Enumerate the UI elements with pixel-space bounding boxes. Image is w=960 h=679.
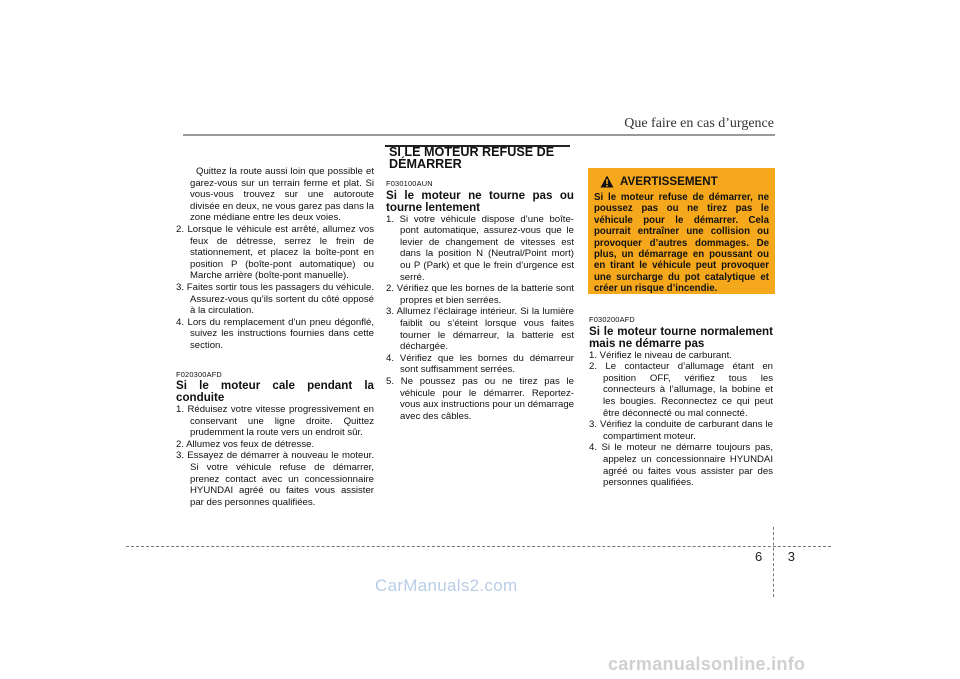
- list-item: 4. Si le moteur ne démarre toujours pas, appelez un concessionnaire HYUNDAI agréé ou faites vous assister par des personnes qualifiées.: [589, 442, 773, 489]
- list-item: 2. Lorsque le véhicule est arrêté, allumez vos feux de détresse, serrez le frein de stationnement, et placez la boîte-pont en position P (boîte-pont automatique) ou Marche arrière (boîte-pont manuelle).: [176, 223, 374, 282]
- warning-triangle-icon: [600, 175, 614, 188]
- watermark-logo: CarManuals2.com: [375, 576, 518, 595]
- list-item: 1. Réduisez votre vitesse progressivement en conservant une ligne droite. Quittez prudemment la route vers un endroit sûr.: [176, 404, 374, 439]
- intro-paragraph: Quittez la route aussi loin que possible et garez-vous sur un terrain ferme et plat. Si vous-vous trouvez sur une autoroute divisée en deux, ne vous garez pas dans la zone médiane entre les deux voies.: [190, 166, 375, 224]
- left-column: [176, 166, 374, 508]
- stall-title: Si le moteur cale pendant la conduite: [176, 379, 374, 405]
- section-title: Que faire en cas d’urgence: [624, 116, 774, 131]
- warning-header: [600, 175, 769, 188]
- list-item: 2. Allumez vos feux de détresse.: [176, 438, 315, 450]
- right-code: F030200AFD: [589, 315, 635, 324]
- list-item: 3. Essayez de démarrer à nouveau le moteur. Si votre véhicule refuse de démarrer, prenez contact avec un concessionnaire HYUNDAI agréé ou faites vous assister par des personnes qualifiées.: [176, 450, 374, 508]
- middle-column: [386, 178, 574, 422]
- list-item: 3. Allumez l’éclairage intérieur. Si la lumière faiblit ou s’éteint lorsque vous faites tourner le démarreur, la batterie est déchargée.: [386, 306, 574, 353]
- list-item: 5. Ne poussez pas ou ne tirez pas le véhicule pour le démarrer. Reportez-vous aux instructions pour un démarrage avec des câbles.: [386, 375, 574, 422]
- list-item: 4. Lors du remplacement d’un pneu dégonflé, suivez les instructions fournies dans cette section.: [176, 316, 374, 351]
- list-item: 3. Vérifiez la conduite de carburant dans le compartiment moteur.: [589, 419, 773, 442]
- footer-rule: [126, 546, 831, 547]
- list-item: 2. Vérifiez que les bornes de la batterie sont propres et bien serrées.: [386, 283, 574, 306]
- watermark-site: carmanualsonline.info: [608, 654, 806, 674]
- right-list: [589, 350, 773, 489]
- list-item: 2. Le contacteur d’allumage étant en position OFF, vérifiez tous les connecteurs à l’allumage, la bobine et les bougies. Reconnectez ce qui peut être déconnecté ou mal connecté.: [589, 361, 773, 419]
- middle-code: F030100AUN: [386, 179, 433, 188]
- header-rule: [183, 134, 775, 136]
- left-list: [176, 224, 374, 352]
- middle-title: Si le moteur ne tourne pas ou tourne lentement: [386, 188, 574, 214]
- banner-title: SI LE MOTEUR REFUSE DE DÉMARRER: [389, 145, 555, 171]
- stall-list: [176, 404, 374, 508]
- list-item: 3. Faites sortir tous les passagers du véhicule. Assurez-vous qu’ils sortent du côté opposé à la circulation.: [176, 281, 374, 317]
- warning-text: Si le moteur refuse de démarrer, ne poussez pas ou ne tirez pas le véhicule pour le démarrer. Cela pourrait entraîner une collision ou provoquer d’autres dommages. De plus, un démarrage en poussant ou en tirant le véhicule peut provoquer une surcharge du pot catalytique et créer un risque d’incendie.: [594, 192, 769, 295]
- middle-list: [386, 214, 574, 423]
- list-item: 1. Si votre véhicule dispose d’une boîte-pont automatique, assurez-vous que le levier de changement de vitesses est dans la position N (Neutral/Point mort) ou P (Park) et que le frein d’urgence est serré.: [386, 213, 574, 283]
- list-item: 1. Vérifiez le niveau de carburant.: [589, 349, 732, 361]
- right-column: [589, 314, 773, 489]
- warning-box: [588, 168, 775, 294]
- list-item: 4. Vérifiez que les bornes du démarreur sont suffisamment serrées.: [386, 352, 574, 376]
- page-number: [755, 549, 795, 564]
- page-index: 3: [787, 549, 795, 564]
- stall-code: F020300AFD: [176, 369, 222, 379]
- right-title: Si le moteur tourne normalement mais ne démarre pas: [589, 324, 773, 350]
- chapter-number: 6: [755, 549, 763, 564]
- warning-title: AVERTISSEMENT: [620, 175, 718, 188]
